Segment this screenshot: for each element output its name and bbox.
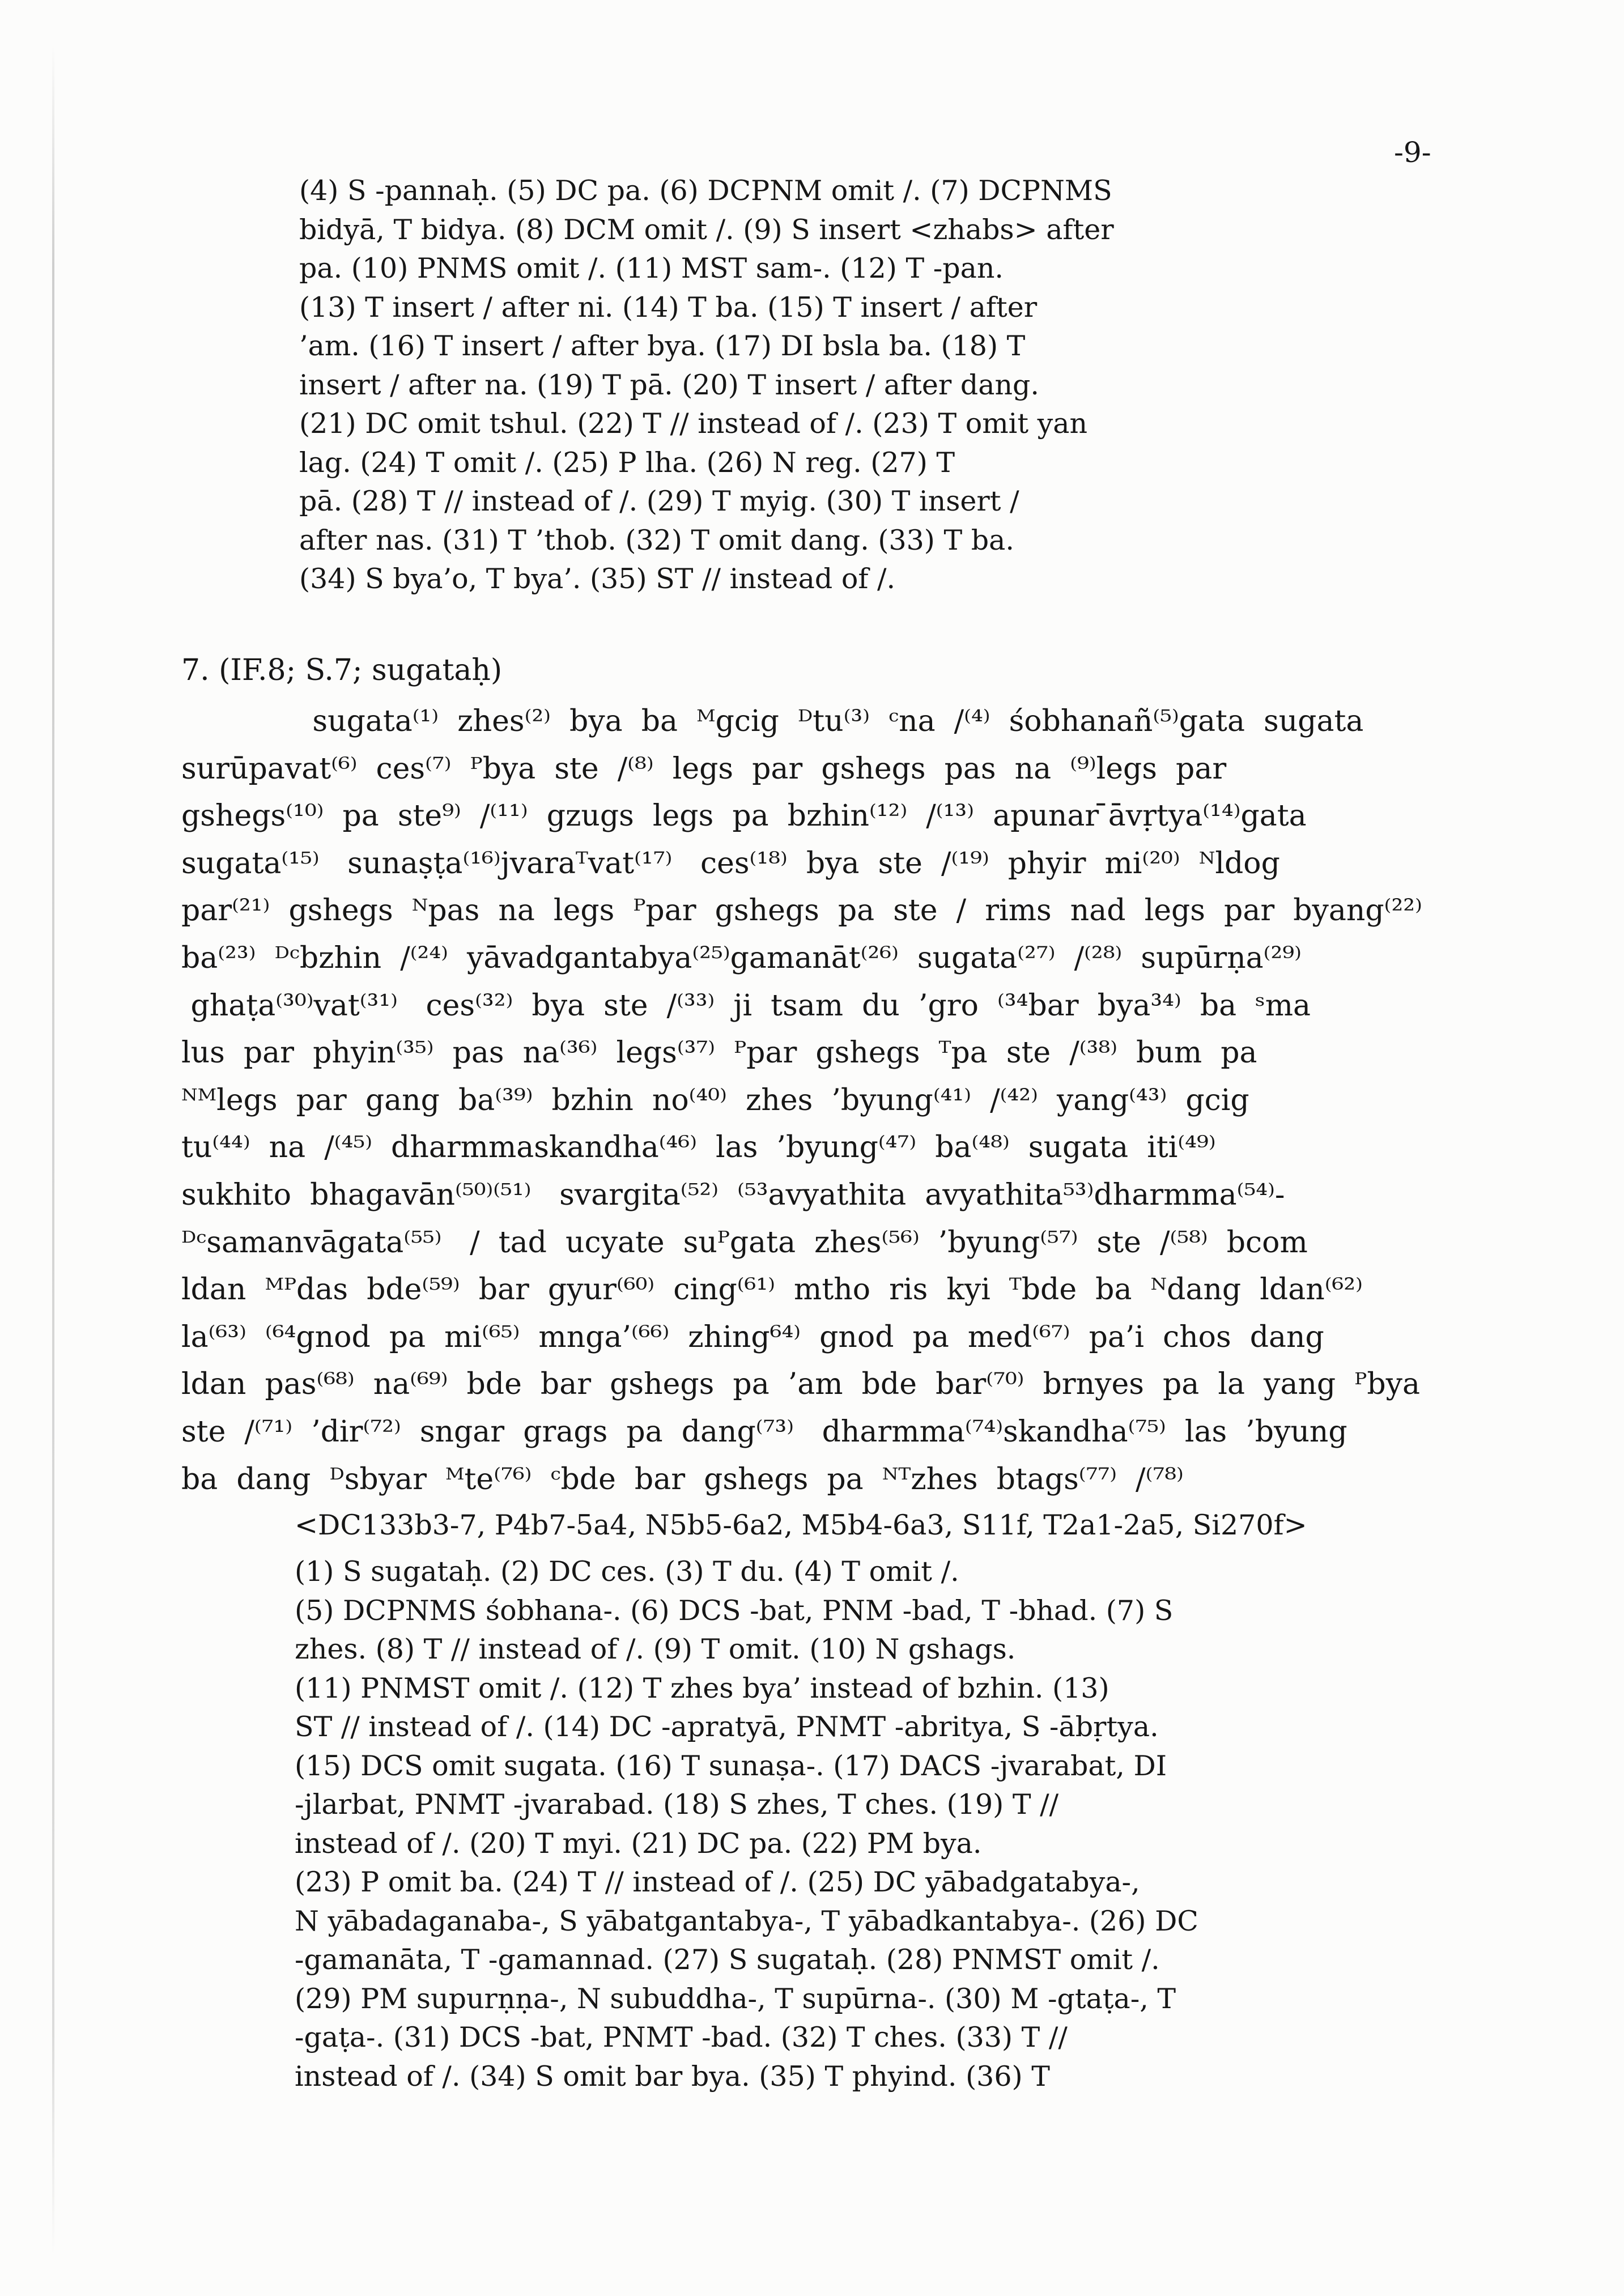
manuscript-reference: <DC133b3-7, P4b7-5a4, N5b5-6a2, M5b4-6a3, S11f, T2a1-2a5, Si270f> (295, 1509, 1307, 1541)
text-line: sukhito bhagavān⁽⁵⁰⁾⁽⁵¹⁾ svargita⁽⁵²⁾ ⁽⁵³avyathita avyathita⁵³⁾dharmma⁽⁵⁴⁾- (181, 1177, 1285, 1212)
scan-edge-shadow (52, 45, 54, 2255)
footnote-line: insert / after na. (19) T pā. (20) T insert / after dang. (299, 368, 1039, 401)
footnotes-section-6 (299, 172, 1114, 599)
section-heading: 7. (IF.8; S.7; sugataḥ) (181, 653, 503, 687)
text-line: tu⁽⁴⁴⁾ na /⁽⁴⁵⁾ dharmmaskandha⁽⁴⁶⁾ las ’byung⁽⁴⁷⁾ ba⁽⁴⁸⁾ sugata iti⁽⁴⁹⁾ (181, 1130, 1216, 1165)
footnote-line: (4) S -pannaḥ. (5) DC pa. (6) DCPNM omit /. (7) DCPNMS (299, 175, 1112, 207)
footnote-line: pā. (28) T // instead of /. (29) T myig. (30) T insert / (299, 485, 1019, 517)
footnotes-section-7 (295, 1553, 1198, 2096)
page-number: -9- (1394, 136, 1431, 169)
text-line: la⁽⁶³⁾ ⁽⁶⁴gnod pa mi⁽⁶⁵⁾ mnga’⁽⁶⁶⁾ zhing⁶⁴⁾ gnod pa med⁽⁶⁷⁾ pa’i chos dang (181, 1320, 1324, 1354)
footnote-line: -gamanāta, T -gamannad. (27) S sugataḥ. (28) PNMST omit /. (295, 1944, 1160, 1976)
footnote-line: instead of /. (34) S omit bar bya. (35) T phyind. (36) T (295, 2060, 1050, 2093)
footnote-line: ’am. (16) T insert / after bya. (17) DI bsla ba. (18) T (299, 330, 1026, 362)
footnote-line: (23) P omit ba. (24) T // instead of /. (25) DC yābadgatabya-, (295, 1866, 1140, 1898)
footnote-line: (5) DCPNMS śobhana-. (6) DCS -bat, PNM -bad, T -bhad. (7) S (295, 1594, 1174, 1627)
footnote-line: (11) PNMST omit /. (12) T zhes bya’ instead of bzhin. (13) (295, 1672, 1109, 1704)
text-line: surūpavat⁽⁶⁾ ces⁽⁷⁾ ᴾbya ste /⁽⁸⁾ legs par gshegs pas na ⁽⁹⁾legs par (181, 751, 1227, 786)
footnote-line: ST // instead of /. (14) DC -apratyā, PNMT -abritya, S -ābṛtya. (295, 1711, 1159, 1743)
text-line: ldan ᴹᴾdas bde⁽⁵⁹⁾ bar gyur⁽⁶⁰⁾ cing⁽⁶¹⁾ mtho ris kyi ᵀbde ba ᴺdang ldan⁽⁶²⁾ (181, 1273, 1363, 1307)
footnote-line: (13) T insert / after ni. (14) T ba. (15) T insert / after (299, 291, 1038, 324)
text-line: ghaṭa⁽³⁰⁾vat⁽³¹⁾ ces⁽³²⁾ bya ste /⁽³³⁾ ji tsam du ’gro ⁽³⁴bar bya³⁴⁾ ba ˢma (181, 988, 1311, 1023)
footnote-line: (34) S bya’o, T bya’. (35) ST // instead of /. (299, 563, 896, 595)
footnote-line: instead of /. (20) T myi. (21) DC pa. (22) PM bya. (295, 1827, 982, 1860)
footnote-line: (15) DCS omit sugata. (16) T sunaṣa-. (17) DACS -jvarabat, DI (295, 1749, 1167, 1782)
text-line: ᴺᴹlegs par gang ba⁽³⁹⁾ bzhin no⁽⁴⁰⁾ zhes ’byung⁽⁴¹⁾ /⁽⁴²⁾ yang⁽⁴³⁾ gcig (181, 1083, 1249, 1117)
text-line: ba dang ᴰsbyar ᴹte⁽⁷⁶⁾ ᶜbde bar gshegs pa ᴺᵀzhes btags⁽⁷⁷⁾ /⁽⁷⁸⁾ (181, 1462, 1184, 1496)
text-line: par⁽²¹⁾ gshegs ᴺpas na legs ᴾpar gshegs pa ste / rims nad legs par byang⁽²²⁾ (181, 894, 1422, 928)
footnote-line: -gaṭa-. (31) DCS -bat, PNMT -bad. (32) T ches. (33) T // (295, 2021, 1068, 2053)
footnote-line: -jlarbat, PNMT -jvarabad. (18) S zhes, T ches. (19) T // (295, 1788, 1059, 1821)
text-line: sugata⁽¹⁵⁾ sunaṣṭa⁽¹⁶⁾jvaraᵀvat⁽¹⁷⁾ ces⁽¹⁸⁾ bya ste /⁽¹⁹⁾ phyir mi⁽²⁰⁾ ᴺldog (181, 846, 1280, 881)
footnote-line: lag. (24) T omit /. (25) P lha. (26) N reg. (27) T (299, 446, 955, 479)
footnote-line: after nas. (31) T ’thob. (32) T omit dang. (33) T ba. (299, 524, 1014, 556)
text-line: lus par phyin⁽³⁵⁾ pas na⁽³⁶⁾ legs⁽³⁷⁾ ᴾpar gshegs ᵀpa ste /⁽³⁸⁾ bum pa (181, 1036, 1257, 1070)
text-line: sugata⁽¹⁾ zhes⁽²⁾ bya ba ᴹgcig ᴰtu⁽³⁾ ᶜna /⁽⁴⁾ śobhanañ⁽⁵⁾gata sugata (181, 704, 1364, 738)
footnote-line: (29) PM supurṇṇa-, N subuddha-, T supūrna-. (30) M -gtaṭa-, T (295, 1982, 1176, 2015)
text-line: ba⁽²³⁾ ᴰᶜbzhin /⁽²⁴⁾ yāvadgantabya⁽²⁵⁾gamanāt⁽²⁶⁾ sugata⁽²⁷⁾ /⁽²⁸⁾ supūrṇa⁽²⁹⁾ (181, 941, 1302, 975)
footnote-line: (21) DC omit tshul. (22) T // instead of /. (23) T omit yan (299, 407, 1088, 440)
footnote-line: bidyā, T bidya. (8) DCM omit /. (9) S insert <zhabs> after (299, 213, 1114, 246)
text-line: gshegs⁽¹⁰⁾ pa ste⁹⁾ /⁽¹¹⁾ gzugs legs pa bzhin⁽¹²⁾ /⁽¹³⁾ apunar ̄āvṛtya⁽¹⁴⁾gata (181, 799, 1307, 834)
text-line: ste /⁽⁷¹⁾ ’dir⁽⁷²⁾ sngar grags pa dang⁽⁷³⁾ dharmma⁽⁷⁴⁾skandha⁽⁷⁵⁾ las ’byung (181, 1414, 1347, 1449)
footnote-line: zhes. (8) T // instead of /. (9) T omit. (10) N gshags. (295, 1633, 1016, 1665)
text-line: ᴰᶜsamanvāgata⁽⁵⁵⁾ / tad ucyate suᴾgata zhes⁽⁵⁶⁾ ’byung⁽⁵⁷⁾ ste /⁽⁵⁸⁾ bcom (181, 1225, 1308, 1260)
footnote-line: (1) S sugataḥ. (2) DC ces. (3) T du. (4) T omit /. (295, 1555, 959, 1588)
text-line: ldan pas⁽⁶⁸⁾ na⁽⁶⁹⁾ bde bar gshegs pa ’am bde bar⁽⁷⁰⁾ brnyes pa la yang ᴾbya (181, 1367, 1420, 1402)
main-text (181, 698, 1422, 1503)
footnote-line: pa. (10) PNMS omit /. (11) MST sam-. (12) T -pan. (299, 252, 1004, 284)
footnote-line: N yābadaganaba-, S yābatgantabya-, T yābadkantabya-. (26) DC (295, 1904, 1198, 1937)
